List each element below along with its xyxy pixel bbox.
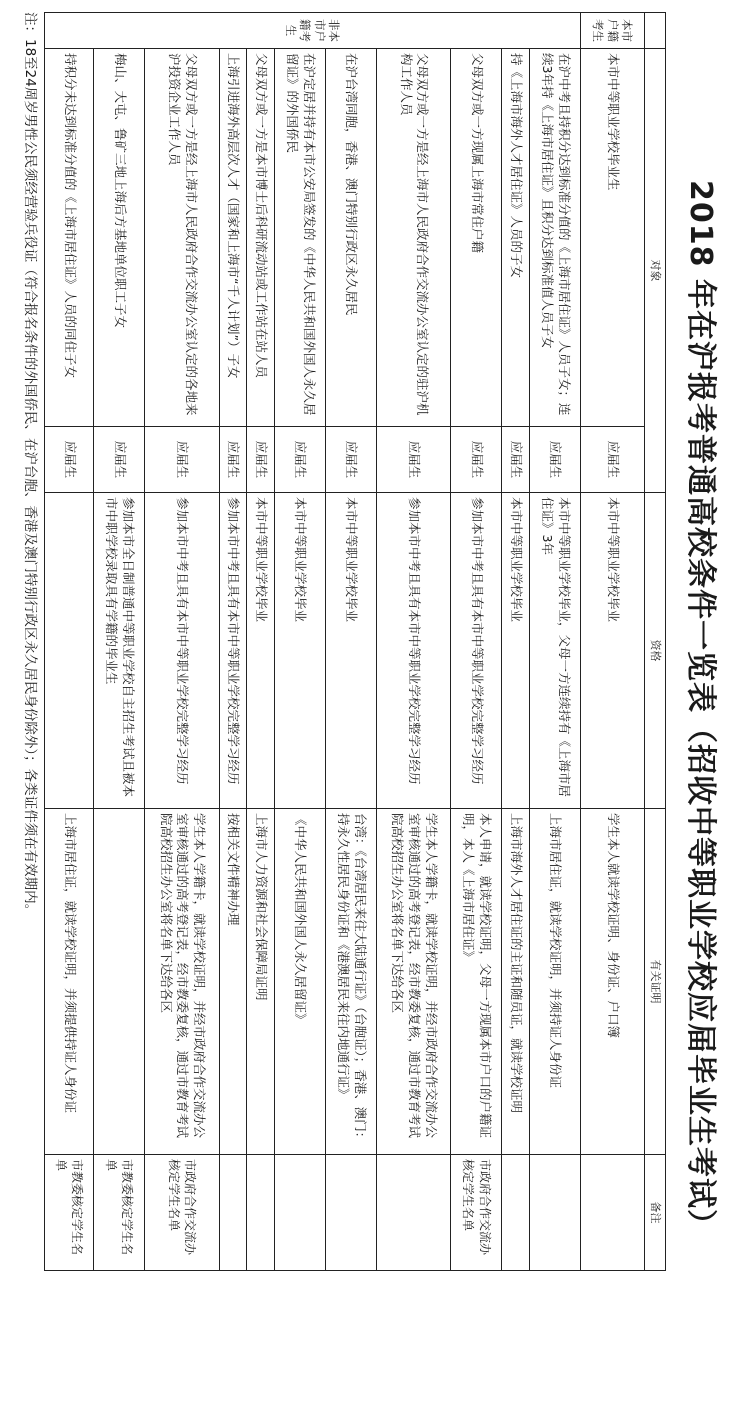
table-row [219,13,247,1271]
status-cell: 应届生 [325,427,376,493]
object-cell: 父母双方或一方是经上海市人民政府合作交流办公室认定的驻沪机构工作人员 [376,49,450,427]
header-qualification: 资格 [645,493,666,809]
header-remark: 备注 [645,1155,666,1271]
remark-cell [580,1155,644,1271]
object-cell: 父母双方或一方是经上海市人民政府合作交流办公室认定的各地来沪投资企业工作人员 [145,49,219,427]
category-cell: 本市户籍考生 [580,13,644,49]
status-cell: 应届生 [451,427,502,493]
admission-conditions-table [44,12,666,1271]
remark-cell: 市教委核定学生名单 [45,1155,94,1271]
object-cell: 父母双方或一方是本市博士后科研流动站或工作站在站人员 [247,49,275,427]
remark-cell: 市教委核定学生名单 [94,1155,145,1271]
qualification-cell [45,493,94,809]
qualification-cell: 参加本市中考且具有本市中等职业学校完整学习经历 [219,493,247,809]
certificate-cell: 上海市居住证，就读学校证明，并须持证人身份证 [529,809,580,1155]
header-object: 对象 [645,49,666,493]
certificate-cell: 学生本人就读学校证明、身份证、户口簿 [580,809,644,1155]
remark-cell [502,1155,530,1271]
certificate-cell: 上海市人力资源和社会保障局证明 [247,809,275,1155]
status-cell: 应届生 [94,427,145,493]
certificate-cell: 《中华人民共和国外国人永久居留证》 [274,809,325,1155]
table-row [45,13,94,1271]
remark-cell [376,1155,450,1271]
object-cell: 持积分未达到标准分值的《上海市居住证》人员的同住子女 [45,49,94,427]
qualification-cell: 本市中等职业学校毕业 [247,493,275,809]
table-row [529,13,580,1271]
qualification-cell: 参加本市中考且具有本市中等职业学校完整学习经历 [145,493,219,809]
object-cell: 持《上海市海外人才居住证》人员的子女 [502,49,530,427]
status-cell: 应届生 [274,427,325,493]
remark-cell [325,1155,376,1271]
status-cell: 应届生 [376,427,450,493]
table-header-row [645,13,666,1271]
certificate-cell: 上海市居住证，就读学校证明，并须提供持证人身份证 [45,809,94,1155]
object-cell: 上海引进海外高层次人才（国家和上海市“千人计划”）子女 [219,49,247,427]
table-row [502,13,530,1271]
object-cell: 在沪中考且持积分达到标准分值的《上海市居住证》人员子女；连续3年持《上海市居住证》且积分达到标准值人员子女 [529,49,580,427]
table-row [376,13,450,1271]
object-cell: 在沪定居并持有本市公安局签发的《中华人民共和国外国人永久居留证》的外国侨民 [274,49,325,427]
qualification-cell: 参加本市全日制普通中等职业学校自主招生考试且被本市中职学校录取具有学籍的毕业生 [94,493,145,809]
remark-cell [274,1155,325,1271]
certificate-cell: 按相关文件精神办理 [219,809,247,1155]
certificate-cell: 学生本人学籍卡，就读学校证明，并经市政府合作交流办公室审核通过的高考登记表，经市教委复核，通过市教育考试院高校招生办公室将名单下达给各区 [145,809,219,1155]
remark-cell [247,1155,275,1271]
status-cell: 应届生 [219,427,247,493]
qualification-cell: 本市中等职业学校毕业 [325,493,376,809]
status-cell: 应届生 [580,427,644,493]
object-cell: 父母双方或一方现属上海市常住户籍 [451,49,502,427]
certificate-cell: 台湾：《台湾居民来往大陆通行证》（台胞证）；香港、澳门：持永久性居民身份证和《港澳居民来往内地通行证》 [325,809,376,1155]
remark-cell [529,1155,580,1271]
table-row [94,13,145,1271]
table-row [580,13,644,1271]
table-row [247,13,275,1271]
certificate-cell: 学生本人学籍卡，就读学校证明，并经市政府合作交流办公室审核通过的高考登记表，经市教委复核，通过市教育考试院高校招生办公室将名单下达给各区 [376,809,450,1155]
footnote: 注：18至24周岁男性公民须经营验兵役证（符合报名条件的外国侨民、在沪台胞、香港及澳门特别行政区永久居民身份除外）；各类证件须在有效期内。 [22,12,38,918]
table-row [325,13,376,1271]
document-title: 2018 年在沪报考普通高校条件一览表（招收中等职业学校应届毕业生考试） [683,180,718,1240]
header-category-cell [645,13,666,49]
certificate-cell: 上海市海外人才居住证的主证和随员证，就读学校证明 [502,809,530,1155]
remark-cell: 市政府合作交流办核定学生名单 [451,1155,502,1271]
table-row [145,13,219,1271]
status-cell: 应届生 [529,427,580,493]
qualification-cell: 本市中等职业学校毕业 [274,493,325,809]
status-cell: 应届生 [502,427,530,493]
category-cell: 非本市户籍考生 [45,13,581,49]
qualification-cell: 参加本市中考且具有本市中等职业学校完整学习经历 [451,493,502,809]
table-row [451,13,502,1271]
qualification-cell: 参加本市中考且具有本市中等职业学校完整学习经历 [376,493,450,809]
qualification-cell: 本市中等职业学校毕业，父母一方连续持有《上海市居住证》3年 [529,493,580,809]
remark-cell: 市政府合作交流办核定学生名单 [145,1155,219,1271]
object-cell: 梅山、大屯、鲁矿三地上海后方基地单位职工子女 [94,49,145,427]
status-cell: 应届生 [145,427,219,493]
remark-cell [219,1155,247,1271]
certificate-cell: 本人申请，就读学校证明，父母一方现属本市户口的户籍证明，本人《上海市居住证》 [451,809,502,1155]
header-certificate: 有关证明 [645,809,666,1155]
certificate-cell [94,809,145,1155]
table-row [274,13,325,1271]
status-cell: 应届生 [247,427,275,493]
object-cell: 本市中等职业学校毕业生 [580,49,644,427]
object-cell: 在沪台湾同胞，香港、澳门特别行政区永久居民 [325,49,376,427]
status-cell: 应届生 [45,427,94,493]
qualification-cell: 本市中等职业学校毕业 [580,493,644,809]
qualification-cell: 本市中等职业学校毕业 [502,493,530,809]
